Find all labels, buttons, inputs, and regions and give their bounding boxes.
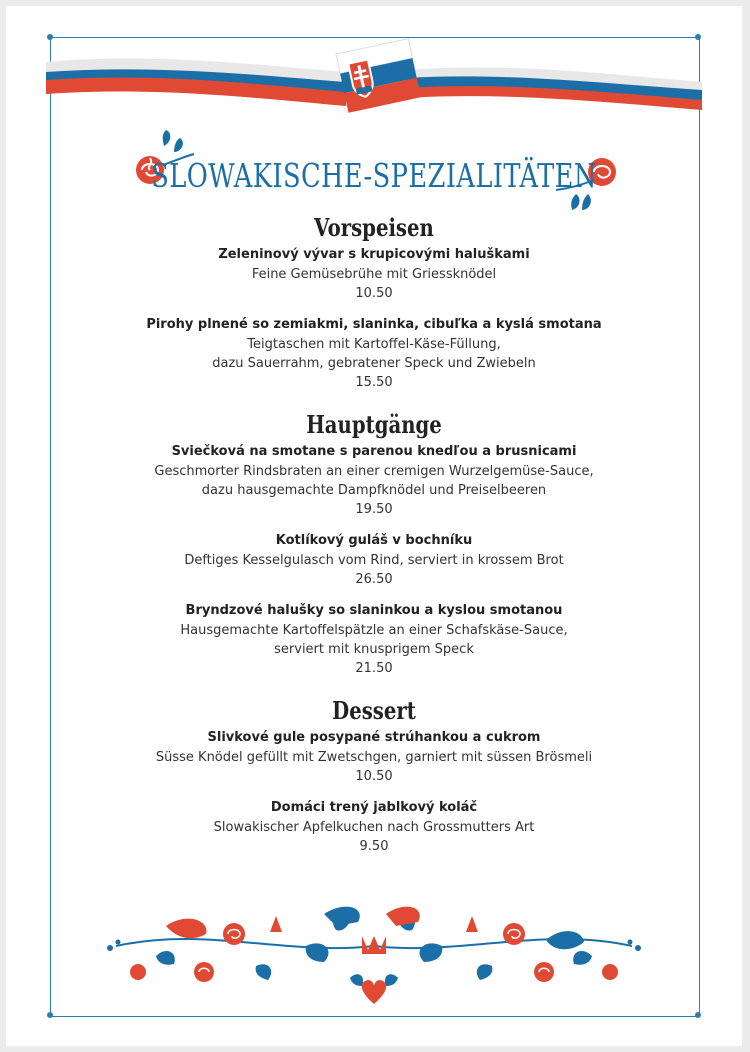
item-price: 9.50 xyxy=(359,839,389,854)
menu-item xyxy=(6,601,742,678)
item-description: Feine Gemüsebrühe mit Griessknödel xyxy=(251,267,497,282)
item-price: 19.50 xyxy=(355,502,393,517)
item-name: Domáci trený jablkový koláč xyxy=(270,800,478,815)
item-name: Kotlíkový guláš v bochníku xyxy=(275,533,473,548)
menu-title: SLOWAKISCHE-SPEZIALITÄTEN xyxy=(151,156,597,195)
item-name: Sviečková na smotane s parenou knedľou a brusnicami xyxy=(171,444,577,459)
item-name: Zeleninový vývar s krupicovými haluškami xyxy=(218,247,530,262)
flag-ribbon-banner xyxy=(6,6,742,146)
menu-item xyxy=(6,531,742,589)
item-price: 15.50 xyxy=(355,375,393,390)
title-row xyxy=(6,146,742,206)
menu-content xyxy=(6,211,742,868)
menu-item xyxy=(6,728,742,786)
menu-item xyxy=(6,245,742,303)
menu-section xyxy=(6,694,742,856)
menu-item xyxy=(6,442,742,519)
item-name: Bryndzové halušky so slaninkou a kyslou smotanou xyxy=(185,603,563,618)
menu-item xyxy=(6,798,742,856)
section-title: Dessert xyxy=(332,696,416,725)
item-description: Slowakischer Apfelkuchen nach Grossmutters Art xyxy=(213,820,535,835)
item-name: Slivkové gule posypané strúhankou a cukrom xyxy=(207,730,541,745)
item-description: serviert mit knusprigem Speck xyxy=(274,642,474,657)
menu-page xyxy=(6,6,742,1046)
item-price: 21.50 xyxy=(355,661,393,676)
slovak-flag-icon xyxy=(336,39,421,113)
menu-section xyxy=(6,408,742,678)
item-price: 10.50 xyxy=(355,769,393,784)
item-description: Süsse Knödel gefüllt mit Zwetschgen, garniert mit süssen Brösmeli xyxy=(155,750,593,765)
item-description: Hausgemachte Kartoffelspätzle an einer Schafskäse-Sauce, xyxy=(180,623,568,638)
menu-item xyxy=(6,315,742,392)
item-description: dazu hausgemachte Dampfknödel und Preiselbeeren xyxy=(201,483,547,498)
item-description: dazu Sauerrahm, gebratener Speck und Zwiebeln xyxy=(212,356,536,371)
item-description: Teigtaschen mit Kartoffel-Käse-Füllung, xyxy=(247,337,501,352)
menu-section xyxy=(6,211,742,392)
item-price: 10.50 xyxy=(355,286,393,301)
folk-ornament-footer xyxy=(6,886,742,1016)
section-title: Hauptgänge xyxy=(306,410,442,439)
section-title: Vorspeisen xyxy=(314,213,434,242)
item-description: Geschmorter Rindsbraten an einer cremigen Wurzelgemüse-Sauce, xyxy=(154,464,594,479)
item-price: 26.50 xyxy=(355,572,393,587)
item-name: Pirohy plnené so zemiakmi, slaninka, cibuľka a kyslá smotana xyxy=(146,317,602,332)
item-description: Deftiges Kesselgulasch vom Rind, serviert in krossem Brot xyxy=(184,553,564,568)
